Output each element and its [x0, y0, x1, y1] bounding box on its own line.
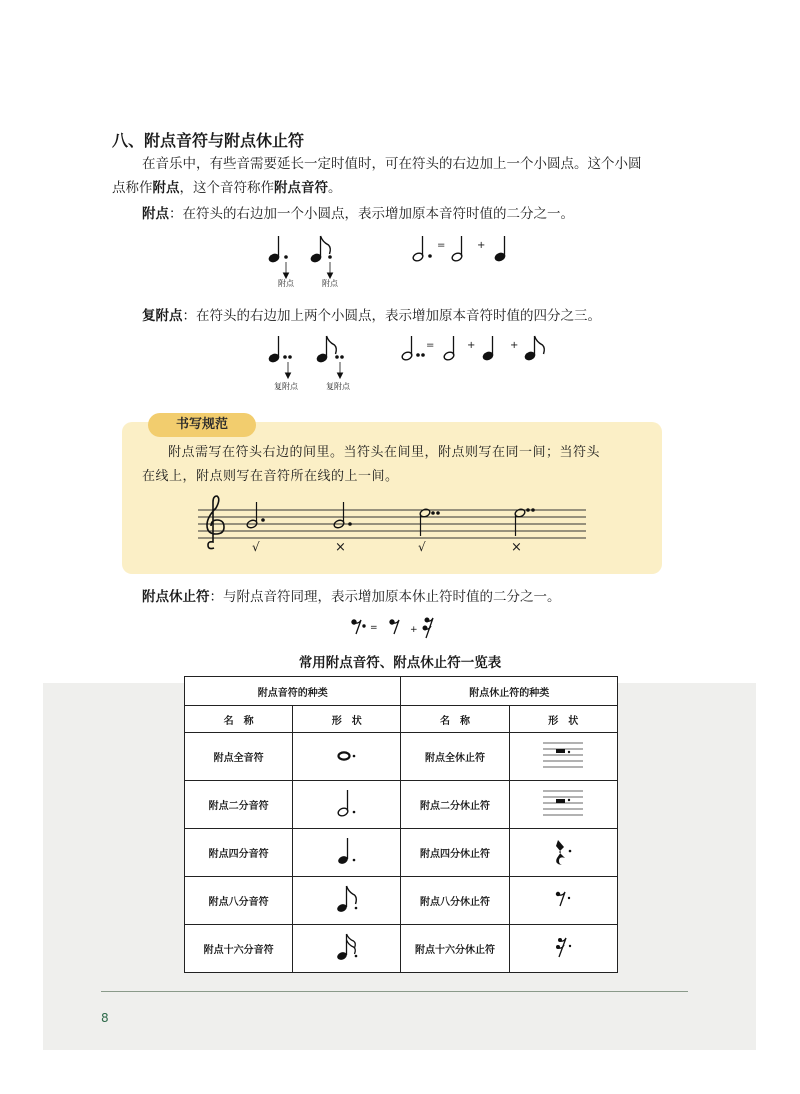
- cross-mark-icon: ×: [511, 540, 522, 555]
- page-number: 8: [101, 1011, 109, 1025]
- dotted-quarter-note-icon: [332, 834, 362, 868]
- cross-mark-icon: ×: [335, 540, 346, 555]
- col-name: 名 称: [401, 706, 509, 733]
- writing-rule-tag: 书写规范: [148, 413, 256, 437]
- dotted-half-rest-icon: [541, 785, 585, 821]
- group-header-notes: 附点音符的种类: [185, 677, 401, 706]
- col-shape: 形 状: [509, 706, 617, 733]
- note-shape: [293, 781, 401, 829]
- dotted-whole-note-icon: [332, 740, 362, 770]
- svg-text:=: =: [370, 623, 378, 633]
- col-shape: 形 状: [293, 706, 401, 733]
- rest-name: 附点全休止符: [401, 733, 509, 781]
- rest-shape: [509, 925, 617, 973]
- equals-sign: =: [437, 240, 446, 251]
- intro-line-1: 在音乐中，有些音需要延长一定时值时，可在符头的右边加上一个小圆点。这个小圆: [142, 156, 642, 172]
- rest-name: 附点四分休止符: [401, 829, 509, 877]
- dotted-notes-table: [184, 676, 618, 973]
- rest-shape: [509, 733, 617, 781]
- note-shape: [293, 733, 401, 781]
- svg-text:+: +: [410, 625, 418, 635]
- plus-sign: +: [510, 340, 519, 351]
- plus-sign: +: [467, 340, 476, 351]
- dot-label: 附点: [278, 279, 294, 288]
- note-name: 附点二分音符: [185, 781, 293, 829]
- rest-shape: [509, 781, 617, 829]
- note-name: 附点八分音符: [185, 877, 293, 925]
- note-shape: [293, 925, 401, 973]
- double-dot-label: 复附点: [274, 382, 298, 391]
- footer-divider: [101, 991, 688, 992]
- table-row: [185, 925, 618, 973]
- dotted-quarter-rest-icon: [548, 836, 578, 866]
- table-row: [185, 781, 618, 829]
- dotted-eighth-rest-icon: [352, 620, 365, 634]
- section-heading: 八、附点音符与附点休止符: [112, 131, 305, 150]
- dotted-sixteenth-note-icon: [332, 930, 362, 964]
- dotted-sixteenth-rest-icon: [548, 932, 578, 962]
- table-row: [185, 733, 618, 781]
- dot-label: 附点: [322, 279, 338, 288]
- plus-sign: +: [477, 240, 486, 251]
- double-dot-definition: 复附点：在符头的右边加上两个小圆点，表示增加原本音符时值的四分之三。: [142, 308, 601, 324]
- sixteenth-rest-icon: [423, 618, 433, 638]
- double-dot-label: 复附点: [326, 382, 350, 391]
- rest-name: 附点八分休止符: [401, 877, 509, 925]
- table-title: 常用附点音符、附点休止符一览表: [298, 655, 502, 671]
- note-shape: [293, 877, 401, 925]
- intro-line-2: 点称作附点，这个音符称作附点音符。: [112, 180, 342, 196]
- note-name: 附点全音符: [185, 733, 293, 781]
- check-mark-icon: √: [418, 540, 426, 554]
- rest-shape: [509, 829, 617, 877]
- dotted-half-note-icon: [332, 786, 362, 820]
- dot-definition: 附点：在符头的右边加一个小圆点，表示增加原本音符时值的二分之一。: [142, 206, 574, 222]
- rest-name: 附点二分休止符: [401, 781, 509, 829]
- dotted-eighth-note-icon: [332, 882, 362, 916]
- note-name: 附点十六分音符: [185, 925, 293, 973]
- table-group-header: [185, 677, 618, 706]
- table-row: [185, 877, 618, 925]
- dotted-whole-rest-icon: [541, 737, 585, 773]
- rest-shape: [509, 877, 617, 925]
- eighth-rest-icon: [390, 620, 399, 634]
- check-mark-icon: √: [252, 540, 260, 554]
- dotted-eighth-rest-icon: [548, 884, 578, 914]
- rest-name: 附点十六分休止符: [401, 925, 509, 973]
- table-row: [185, 829, 618, 877]
- rest-definition: 附点休止符：与附点音符同理，表示增加原本休止符时值的二分之一。: [142, 589, 561, 605]
- equals-sign: =: [426, 340, 435, 351]
- group-header-rests: 附点休止符的种类: [401, 677, 618, 706]
- col-name: 名 称: [185, 706, 293, 733]
- writing-rule-line-1: 附点需写在符头右边的间里。当符头在间里，附点则写在同一间；当符头: [168, 445, 601, 460]
- note-name: 附点四分音符: [185, 829, 293, 877]
- note-shape: [293, 829, 401, 877]
- writing-rule-line-2: 在线上，附点则写在音符所在线的上一间。: [142, 469, 399, 484]
- table-column-header: [185, 706, 618, 733]
